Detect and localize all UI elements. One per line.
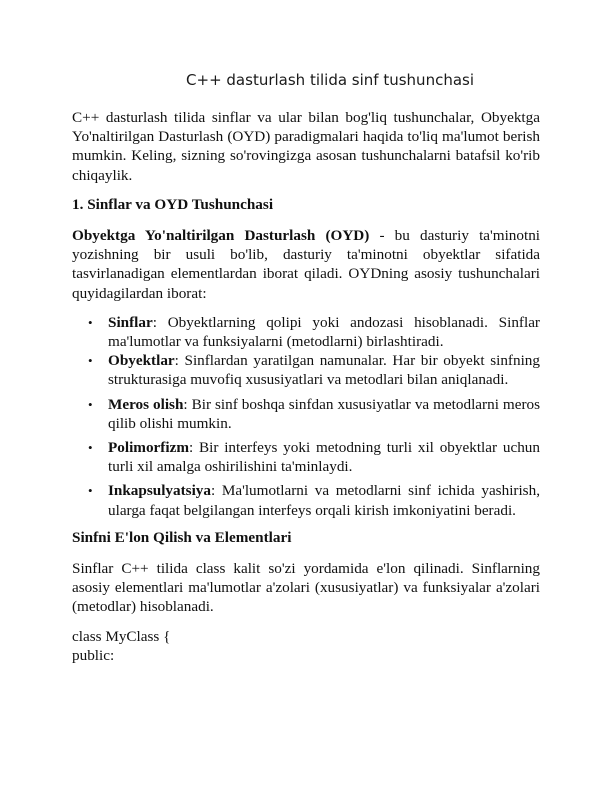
list-item-polimorfizm [72, 438, 540, 476]
list-item-desc: : Ma'lumotlarni va metodlarni sinf ichida yashirish, ularga faqat belgilangan interfeys orqali kirish imkoniyatini beradi. [108, 482, 540, 519]
intro-paragraph: C++ dasturlash tilida sinflar va ular bilan bog'liq tushunchalar, Obyektga Yo'naltirilgan Dasturlash (OYD) paradigmalari haqida to'liq ma'lumot berish mumkin. Keling, sizning so'rovingizga asosan tushunchalarni batafsil ko'rib chiqaylik. [72, 109, 540, 184]
list-item-term: Inkapsulyatsiya [108, 482, 211, 500]
list-item-obyektlar [72, 351, 540, 389]
section1-heading: 1. Sinflar va OYD Tushunchasi [72, 195, 274, 213]
list-item-term: Polimorfizm [108, 439, 189, 457]
list-item-desc: : Obyektlarning qolipi yoki andozasi hisoblanadi. Sinflar ma'lumotlar va funksiyalarni (metodlarni) birlashtiradi. [108, 313, 540, 351]
oyd-term: Obyektga Yo'naltirilgan Dasturlash (OYD) [72, 227, 370, 245]
list-item-inkapsulyatsiya [72, 481, 540, 519]
list-item-desc: : Bir sinf boshqa sinfdan xususiyatlar va metodlarni meros qilib olishi mumkin. [108, 395, 541, 432]
oyd-definition-paragraph [72, 226, 540, 303]
list-item-meros-olish [72, 395, 540, 433]
document-page [72, 70, 540, 665]
code-line: public: [72, 646, 115, 664]
oop-concepts-list [72, 313, 540, 520]
list-item-desc: : Bir interfeys yoki metodning turli xil obyektlar uchun turli xil amalga oshirilishini ta'minlaydi. [108, 439, 540, 476]
list-item-term: Meros olish [108, 395, 184, 413]
list-item-term: Obyektlar [108, 352, 175, 370]
code-line: class MyClass { [72, 627, 171, 645]
list-item-term: Sinflar [108, 313, 153, 331]
list-item-sinflar [72, 313, 540, 351]
document-title: C++ dasturlash tilida sinf tushunchasi [186, 71, 474, 89]
oyd-definition-text: - bu dasturiy ta'minotni yozishning bir usuli bo'lib, dasturiy ta'minotni obyektlar sifatida tasvirlanadigan elementlardan iborat qiladi. OYDning asosiy tushunchalari quyidagilardan iborat: [72, 227, 541, 302]
list-item-desc: : Sinflardan yaratilgan namunalar. Har bir obyekt sinfning strukturasiga muvofiq xususiyatlari va metodlari bilan aniqlanadi. [108, 352, 540, 389]
section2-heading: Sinfni E'lon Qilish va Elementlari [72, 528, 292, 546]
class-declaration-paragraph: Sinflar C++ tilida class kalit so'zi yordamida e'lon qilinadi. Sinflarning asosiy elementlari ma'lumotlar a'zolari (xususiyatlar) va funksiyalar a'zolari (metodlar) hisoblanadi. [72, 560, 540, 616]
